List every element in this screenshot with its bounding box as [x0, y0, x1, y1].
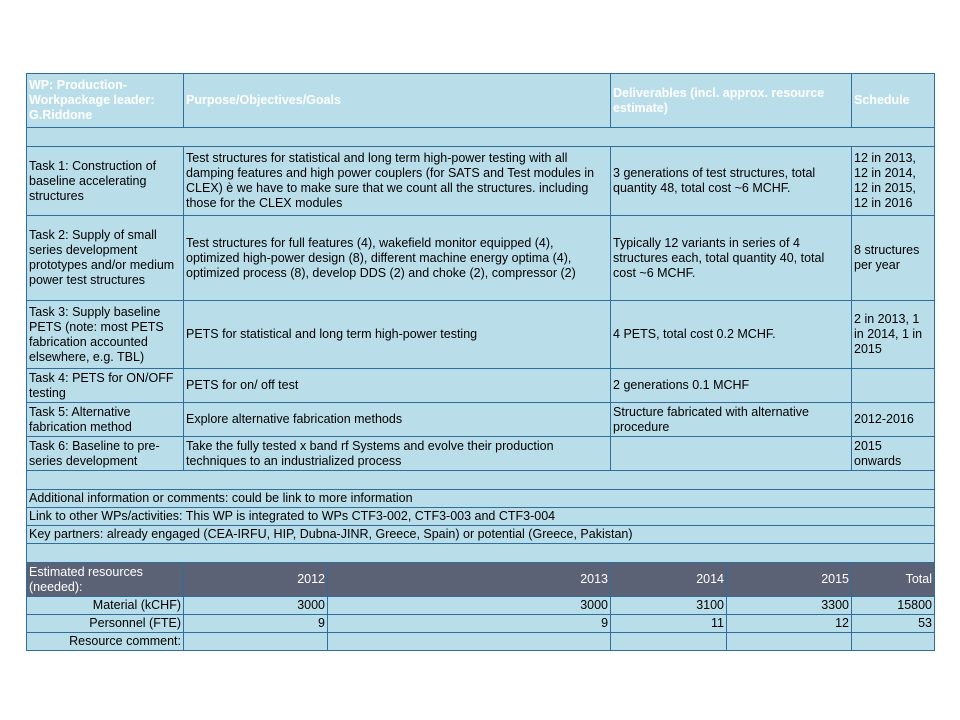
header-wp-leader: WP: Production- Workpackage leader: G.Riddone	[27, 74, 184, 128]
task-name: Task 5: Alternative fabrication method	[27, 403, 184, 437]
task-name: Task 1: Construction of baseline accelerating structures	[27, 147, 184, 216]
material-row	[27, 597, 935, 615]
resources-label: Estimated resources (needed):	[27, 563, 184, 597]
task-purpose: Take the fully tested x band rf Systems and evolve their production techniques to an industrialized process	[184, 437, 611, 471]
task-deliverables: 2 generations 0.1 MCHF	[611, 369, 852, 403]
info-row	[27, 490, 935, 508]
header-schedule: Schedule	[852, 74, 935, 128]
material-total: 15800	[852, 597, 935, 615]
personnel-2015: 12	[727, 615, 852, 633]
header-deliverables: Deliverables (incl. approx. resource estimate)	[611, 74, 852, 128]
material-2013: 3000	[328, 597, 611, 615]
task-schedule: 12 in 2013, 12 in 2014, 12 in 2015, 12 in 2016	[852, 147, 935, 216]
resource-comment-label: Resource comment:	[27, 633, 184, 651]
task-schedule: 2015 onwards	[852, 437, 935, 471]
header-row	[27, 74, 935, 128]
year-2015: 2015	[727, 563, 852, 597]
material-label: Material (kCHF)	[27, 597, 184, 615]
task-name: Task 4: PETS for ON/OFF testing	[27, 369, 184, 403]
task-schedule: 2 in 2013, 1 in 2014, 1 in 2015	[852, 301, 935, 369]
spacer-row	[27, 128, 935, 147]
task-purpose: PETS for statistical and long term high-power testing	[184, 301, 611, 369]
personnel-label: Personnel (FTE)	[27, 615, 184, 633]
task-row	[27, 403, 935, 437]
task-deliverables: 3 generations of test structures, total quantity 48, total cost ~6 MCHF.	[611, 147, 852, 216]
info-row	[27, 508, 935, 526]
header-purpose: Purpose/Objectives/Goals	[184, 74, 611, 128]
task-row	[27, 147, 935, 216]
task-purpose: PETS for on/ off test	[184, 369, 611, 403]
personnel-2014: 11	[611, 615, 727, 633]
year-2012: 2012	[184, 563, 328, 597]
resources-header-row	[27, 563, 935, 597]
task-purpose: Explore alternative fabrication methods	[184, 403, 611, 437]
info-row	[27, 526, 935, 544]
task-row	[27, 216, 935, 301]
task-schedule: 8 structures per year	[852, 216, 935, 301]
workpackage-table	[26, 73, 935, 651]
task-purpose: Test structures for statistical and long term high-power testing with all damping features and high power couplers (for SATS and Test modules in CLEX) è we have to make sure that we count all the structures. including those for the CLEX modules	[184, 147, 611, 216]
resource-comment-row	[27, 633, 935, 651]
task-name: Task 3: Supply baseline PETS (note: most PETS fabrication accounted elsewhere, e.g. TBL)	[27, 301, 184, 369]
task-deliverables: Structure fabricated with alternative procedure	[611, 403, 852, 437]
personnel-total: 53	[852, 615, 935, 633]
task-name: Task 2: Supply of small series development prototypes and/or medium power test structures	[27, 216, 184, 301]
personnel-2012: 9	[184, 615, 328, 633]
task-row	[27, 369, 935, 403]
material-2012: 3000	[184, 597, 328, 615]
spacer-row	[27, 544, 935, 563]
additional-info: Additional information or comments: could be link to more information	[27, 490, 935, 508]
task-row	[27, 301, 935, 369]
task-deliverables: 4 PETS, total cost 0.2 MCHF.	[611, 301, 852, 369]
key-partners: Key partners: already engaged (CEA-IRFU, HIP, Dubna-JINR, Greece, Spain) or potential (Greece, Pakistan)	[27, 526, 935, 544]
year-2014: 2014	[611, 563, 727, 597]
task-schedule: 2012-2016	[852, 403, 935, 437]
task-purpose: Test structures for full features (4), wakefield monitor equipped (4), optimized high-power design (8), different machine energy optima (4), optimized process (8), develop DDS (2) and choke (2), compressor (2)	[184, 216, 611, 301]
personnel-2013: 9	[328, 615, 611, 633]
spacer-row	[27, 471, 935, 490]
task-schedule	[852, 369, 935, 403]
task-name: Task 6: Baseline to pre-series development	[27, 437, 184, 471]
material-2015: 3300	[727, 597, 852, 615]
task-row	[27, 437, 935, 471]
year-total: Total	[852, 563, 935, 597]
task-deliverables: Typically 12 variants in series of 4 structures each, total quantity 40, total cost ~6 MCHF.	[611, 216, 852, 301]
personnel-row	[27, 615, 935, 633]
task-deliverables	[611, 437, 852, 471]
links-info: Link to other WPs/activities: This WP is integrated to WPs CTF3-002, CTF3-003 and CTF3-004	[27, 508, 935, 526]
year-2013: 2013	[328, 563, 611, 597]
material-2014: 3100	[611, 597, 727, 615]
